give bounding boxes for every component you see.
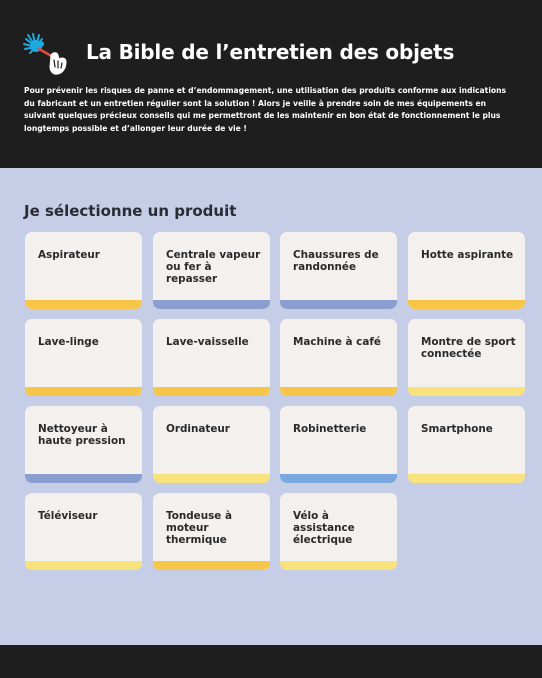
product-card-label: Lave-linge: [38, 336, 99, 348]
product-card-accent-bar: [153, 387, 270, 396]
product-card[interactable]: [280, 406, 397, 483]
product-card-label: Aspirateur: [38, 249, 100, 261]
product-card-label: Téléviseur: [38, 510, 98, 522]
product-card[interactable]: [280, 232, 397, 309]
product-card-label: Centrale vapeur ou fer à repasser: [166, 249, 261, 285]
product-card-accent-bar: [153, 300, 270, 309]
product-card[interactable]: [25, 493, 142, 570]
footer: [0, 645, 542, 678]
product-card-label: Montre de sport connectée: [421, 336, 516, 360]
product-card-accent-bar: [25, 300, 142, 309]
product-card-accent-bar: [280, 561, 397, 570]
product-card[interactable]: [280, 319, 397, 396]
product-card[interactable]: [408, 406, 525, 483]
product-card[interactable]: [153, 493, 270, 570]
product-card-label: Ordinateur: [166, 423, 230, 435]
product-card[interactable]: [153, 232, 270, 309]
product-card-accent-bar: [408, 387, 525, 396]
product-card[interactable]: [25, 319, 142, 396]
product-card[interactable]: [153, 406, 270, 483]
product-card-accent-bar: [153, 474, 270, 483]
product-card-label: Lave-vaisselle: [166, 336, 249, 348]
product-card-accent-bar: [280, 387, 397, 396]
product-card[interactable]: [25, 232, 142, 309]
product-card-label: Machine à café: [293, 336, 381, 348]
product-card[interactable]: [408, 319, 525, 396]
product-card-label: Tondeuse à moteur thermique: [166, 510, 232, 546]
product-card[interactable]: [25, 406, 142, 483]
product-card[interactable]: [408, 232, 525, 309]
product-card-label: Nettoyeur à haute pression: [38, 423, 126, 447]
product-card[interactable]: [280, 493, 397, 570]
page-title: La Bible de l’entretien des objets: [86, 40, 455, 64]
intro-text: Pour prévenir les risques de panne et d’endommagement, une utilisation des produits conforme aux indications du fabricant et un entretien régulier sont la solution ! Alors je veille à prendre soin de mes équipements en suivant quelques précieux conseils qui me permettront de les maintenir en bon état de fonctionnement le plus longtemps possible et d’allonger leur durée de vie !: [24, 86, 507, 133]
product-card-label: Vélo à assistance électrique: [293, 510, 355, 546]
product-card-accent-bar: [25, 387, 142, 396]
product-card-accent-bar: [280, 300, 397, 309]
feather-duster-hand-icon: [22, 33, 72, 77]
product-card-label: Robinetterie: [293, 423, 367, 435]
section-title: Je sélectionne un produit: [24, 202, 237, 220]
product-card-accent-bar: [153, 561, 270, 570]
product-card-label: Hotte aspirante: [421, 249, 514, 261]
product-card-accent-bar: [280, 474, 397, 483]
product-card-label: Chaussures de randonnée: [293, 249, 379, 273]
header: [0, 0, 542, 168]
product-card-accent-bar: [408, 300, 525, 309]
product-card-accent-bar: [25, 561, 142, 570]
product-card-accent-bar: [408, 474, 525, 483]
product-card[interactable]: [153, 319, 270, 396]
product-card-accent-bar: [25, 474, 142, 483]
product-card-label: Smartphone: [421, 423, 493, 435]
